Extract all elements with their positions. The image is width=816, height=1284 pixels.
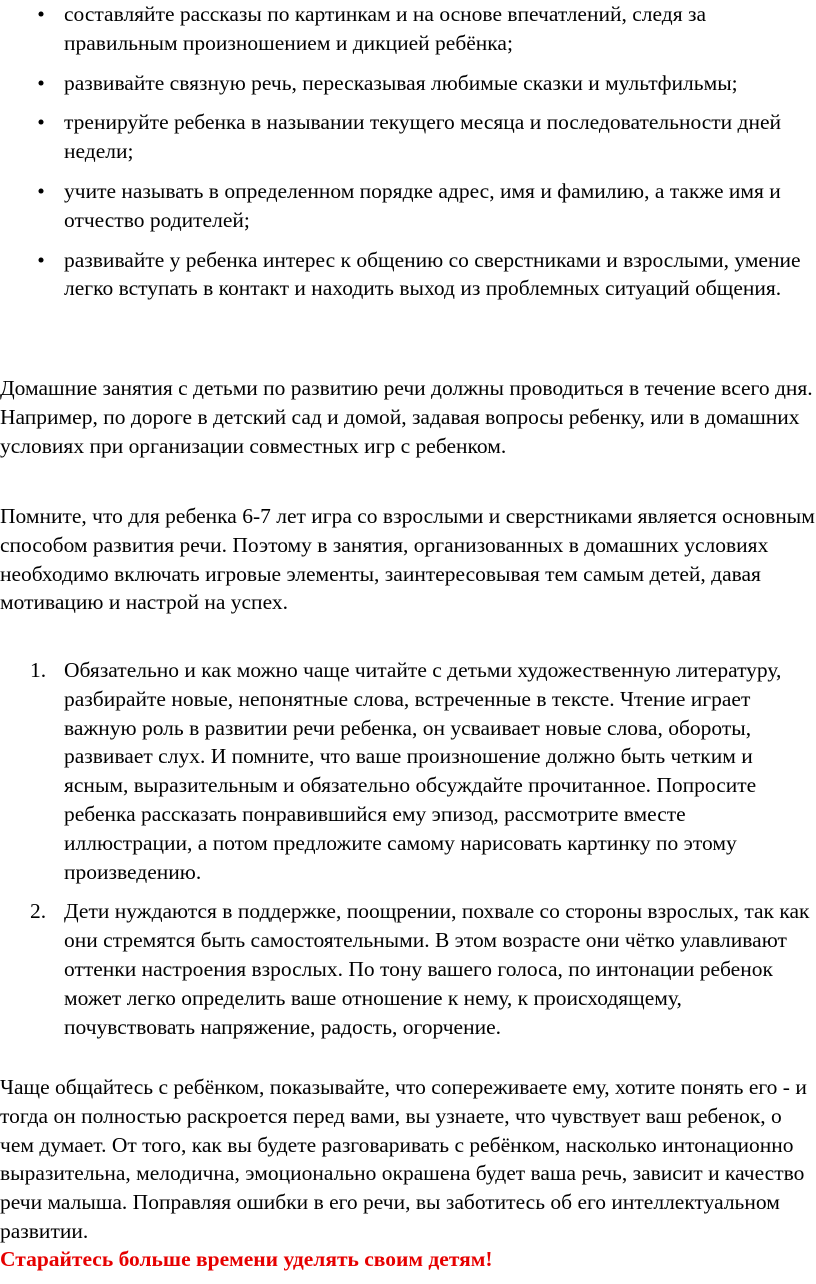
list-item xyxy=(0,897,816,1041)
list-item xyxy=(0,246,816,304)
list-item xyxy=(0,69,816,98)
paragraph-communication: Чаще общайтесь с ребёнком, показывайте, что сопереживаете ему, хотите понять его - и тогда он полностью раскроется перед вами, вы узнаете, что чувствует ваш ребенок, о чем думает. От того, как вы будете разговаривать с ребёнком, насколько интонационно выразительна, мелодична, эмоционально окрашена будет ваша речь, зависит и качество речи малыша. Поправляя ошибки в его речи, вы заботитесь об его интеллектуальном развитии. xyxy=(0,1075,807,1243)
bullet-icon: • xyxy=(37,2,45,26)
bullet-icon: • xyxy=(37,70,45,95)
paragraph-home-lessons: Домашние занятия с детьми по развитию речи должны проводиться в течение всего дня. Например, по дороге в детский сад и домой, задавая вопросы ребенку, или в домашних условиях при организации совместных игр с ребенком. xyxy=(0,376,813,458)
numbered-list xyxy=(0,656,816,1052)
list-item-text: развивайте связную речь, пересказывая любимые сказки и мультфильмы; xyxy=(64,70,738,95)
list-item xyxy=(0,177,816,235)
bullet-icon: • xyxy=(37,110,45,135)
list-item-text: составляйте рассказы по картинкам и на основе впечатлений, следя за правильным произношением и дикцией ребёнка; xyxy=(64,2,707,55)
list-item xyxy=(0,656,816,886)
list-item-text: развивайте у ребенка интерес к общению со сверстниками и взрослыми, умение легко вступать в контакт и находить выход из проблемных ситуаций общения. xyxy=(64,247,801,301)
list-item-text: Обязательно и как можно чаще читайте с детьми художественную литературу, разбирайте новые, непонятные слова, встреченные в тексте. Чтение играет важную роль в развитии речи ребенка, он усваивает новые слова, обороты, развивает слух. И помните, что ваше произношение должно быть четким и ясным, выразительным и обязательно обсуждайте прочитанное. Попросите ребенка рассказать понравившийся ему эпизод, рассмотрите вместе иллюстрации, а потом предложите самому нарисовать картинку по этому произведению. xyxy=(64,658,782,884)
bullet-list xyxy=(0,0,816,314)
list-number: 1. xyxy=(30,658,47,682)
list-item-text: учите называть в определенном порядке адрес, имя и фамилию, а также имя и отчество родителей; xyxy=(64,178,781,232)
list-item-text: тренируйте ребенка в назывании текущего месяца и последовательности дней недели; xyxy=(64,110,782,164)
bullet-icon: • xyxy=(37,178,45,203)
paragraph-play-importance: Помните, что для ребенка 6-7 лет игра со взрослыми и сверстниками является основным способом развития речи. Поэтому в занятия, организованных в домашних условиях необходимо включать игровые элементы, заинтересовывая тем самым детей, давая мотивацию и настрой на успех. xyxy=(0,504,815,615)
list-item xyxy=(0,108,816,166)
closing-call-to-action: Старайтесь больше времени уделять своим детям! xyxy=(0,1247,493,1271)
list-item-text: Дети нуждаются в поддержке, поощрении, похвале со стороны взрослых, так как они стремятся быть самостоятельными. В этом возрасте они чётко улавливают оттенки настроения взрослых. По тону вашего голоса, по интонации ребенок может легко определить ваше отношение к нему, к происходящему, почувствовать напряжение, радость, огорчение. xyxy=(64,899,810,1039)
bullet-icon: • xyxy=(37,247,45,272)
list-number: 2. xyxy=(30,899,47,924)
list-item xyxy=(0,0,816,58)
